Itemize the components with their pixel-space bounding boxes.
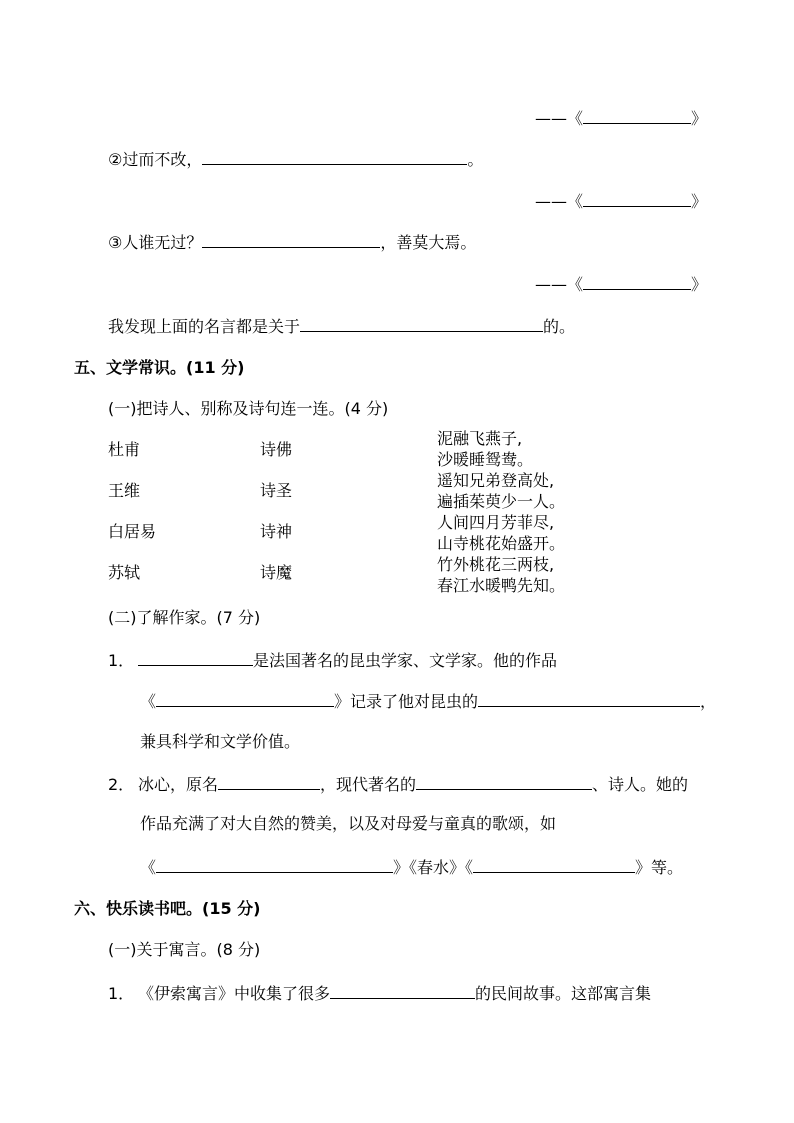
work-title-blank[interactable] [156, 690, 334, 707]
verse-line: 遍插茱萸少一人。 [437, 492, 566, 511]
item-1-line-3: 兼具科学和文学价值。 [140, 732, 301, 751]
quote-2-suffix: 。 [467, 150, 484, 169]
quote-3 [108, 231, 476, 253]
source-line-2 [535, 190, 707, 212]
source-line-1 [535, 107, 707, 129]
item-2-end: 》等。 [635, 858, 684, 877]
item-b: 的民间故事。这部寓言集 [475, 984, 652, 1003]
book-open: 《 [140, 858, 157, 877]
summary-prefix: 我发现上面的名言都是关于 [108, 317, 301, 336]
book-open: 《 [567, 192, 584, 211]
section-6-item-1 [108, 982, 651, 1004]
quotes-summary [108, 315, 575, 337]
alias-4[interactable]: 诗魔 [260, 563, 293, 582]
profession-blank[interactable] [416, 773, 592, 790]
quote-2-prefix: ②过而不改， [108, 150, 203, 169]
item-2-a: 冰心，原名 [138, 775, 219, 794]
item-number: 1． [108, 984, 135, 1003]
verse-line: 人间四月芳菲尽, [437, 513, 555, 532]
verse-line: 遥知兄弟登高处, [437, 471, 555, 490]
quote-3-prefix: ③人谁无过？ [108, 233, 203, 252]
item-2-c: 、诗人。她的 [592, 775, 689, 794]
source-line-3 [535, 273, 707, 295]
alias-2[interactable]: 诗圣 [260, 481, 293, 500]
author-blank[interactable] [138, 649, 253, 666]
original-name-blank[interactable] [218, 773, 320, 790]
book-open: 《 [140, 692, 157, 711]
summary-blank[interactable] [300, 315, 543, 332]
section-5-part-2-title: (二)了解作家。(7 分) [108, 608, 261, 627]
item-a: 《伊索寓言》中收集了很多 [138, 984, 331, 1003]
poet-2[interactable]: 王维 [108, 481, 141, 500]
alias-3[interactable]: 诗神 [260, 522, 293, 541]
work-1-blank[interactable] [156, 856, 393, 873]
book-open: 《 [567, 275, 584, 294]
item-1-mid: 》记录了他对昆虫的 [334, 692, 479, 711]
section-5-title: 五、文学常识。(11 分) [74, 358, 245, 377]
item-2-mid: 》《春水》《 [393, 858, 474, 877]
alias-1[interactable]: 诗佛 [260, 440, 293, 459]
source-blank-3[interactable] [583, 273, 691, 290]
item-1-end: ， [700, 692, 717, 711]
item-2-line-1 [108, 773, 688, 795]
work-2-blank[interactable] [473, 856, 635, 873]
section-6-title: 六、快乐读书吧。(15 分) [74, 899, 261, 918]
insect-blank[interactable] [478, 690, 700, 707]
item-2-b: ，现代著名的 [320, 775, 417, 794]
section-6-part-1-title: (一)关于寓言。(8 分) [108, 940, 261, 959]
item-number: 1． [108, 651, 135, 670]
poet-3[interactable]: 白居易 [108, 522, 157, 541]
quote-3-suffix: ，善莫大焉。 [380, 233, 477, 252]
verse-line: 沙暖睡鸳鸯。 [437, 450, 534, 469]
quote-3-blank[interactable] [202, 231, 380, 248]
dash: —— [535, 192, 567, 211]
verse-line: 春江水暖鸭先知。 [437, 576, 566, 595]
dash: —— [535, 275, 567, 294]
verse-line: 竹外桃花三两枝, [437, 555, 555, 574]
item-1-line-1 [108, 649, 557, 671]
book-close: 》 [691, 192, 708, 211]
summary-suffix: 的。 [543, 317, 576, 336]
verse-line: 山寺桃花始盛开。 [437, 534, 566, 553]
source-blank-2[interactable] [583, 190, 691, 207]
book-open: 《 [567, 109, 584, 128]
fable-type-blank[interactable] [330, 982, 475, 999]
quote-2 [108, 148, 483, 170]
item-1-text: 是法国著名的昆虫学家、文学家。他的作品 [253, 651, 558, 670]
item-1-line-2 [140, 690, 716, 712]
item-2-line-2: 作品充满了对大自然的赞美，以及对母爱与童真的歌颂，如 [140, 814, 557, 833]
poet-4[interactable]: 苏轼 [108, 563, 141, 582]
book-close: 》 [691, 275, 708, 294]
book-close: 》 [691, 109, 708, 128]
quote-2-blank[interactable] [202, 148, 467, 165]
verse-line: 泥融飞燕子, [437, 429, 523, 448]
source-blank-1[interactable] [583, 107, 691, 124]
item-2-line-3 [140, 856, 683, 878]
section-5-part-1-title: (一)把诗人、别称及诗句连一连。(4 分) [108, 399, 389, 418]
dash: —— [535, 109, 567, 128]
item-number: 2． [108, 775, 135, 794]
poet-1[interactable]: 杜甫 [108, 440, 141, 459]
